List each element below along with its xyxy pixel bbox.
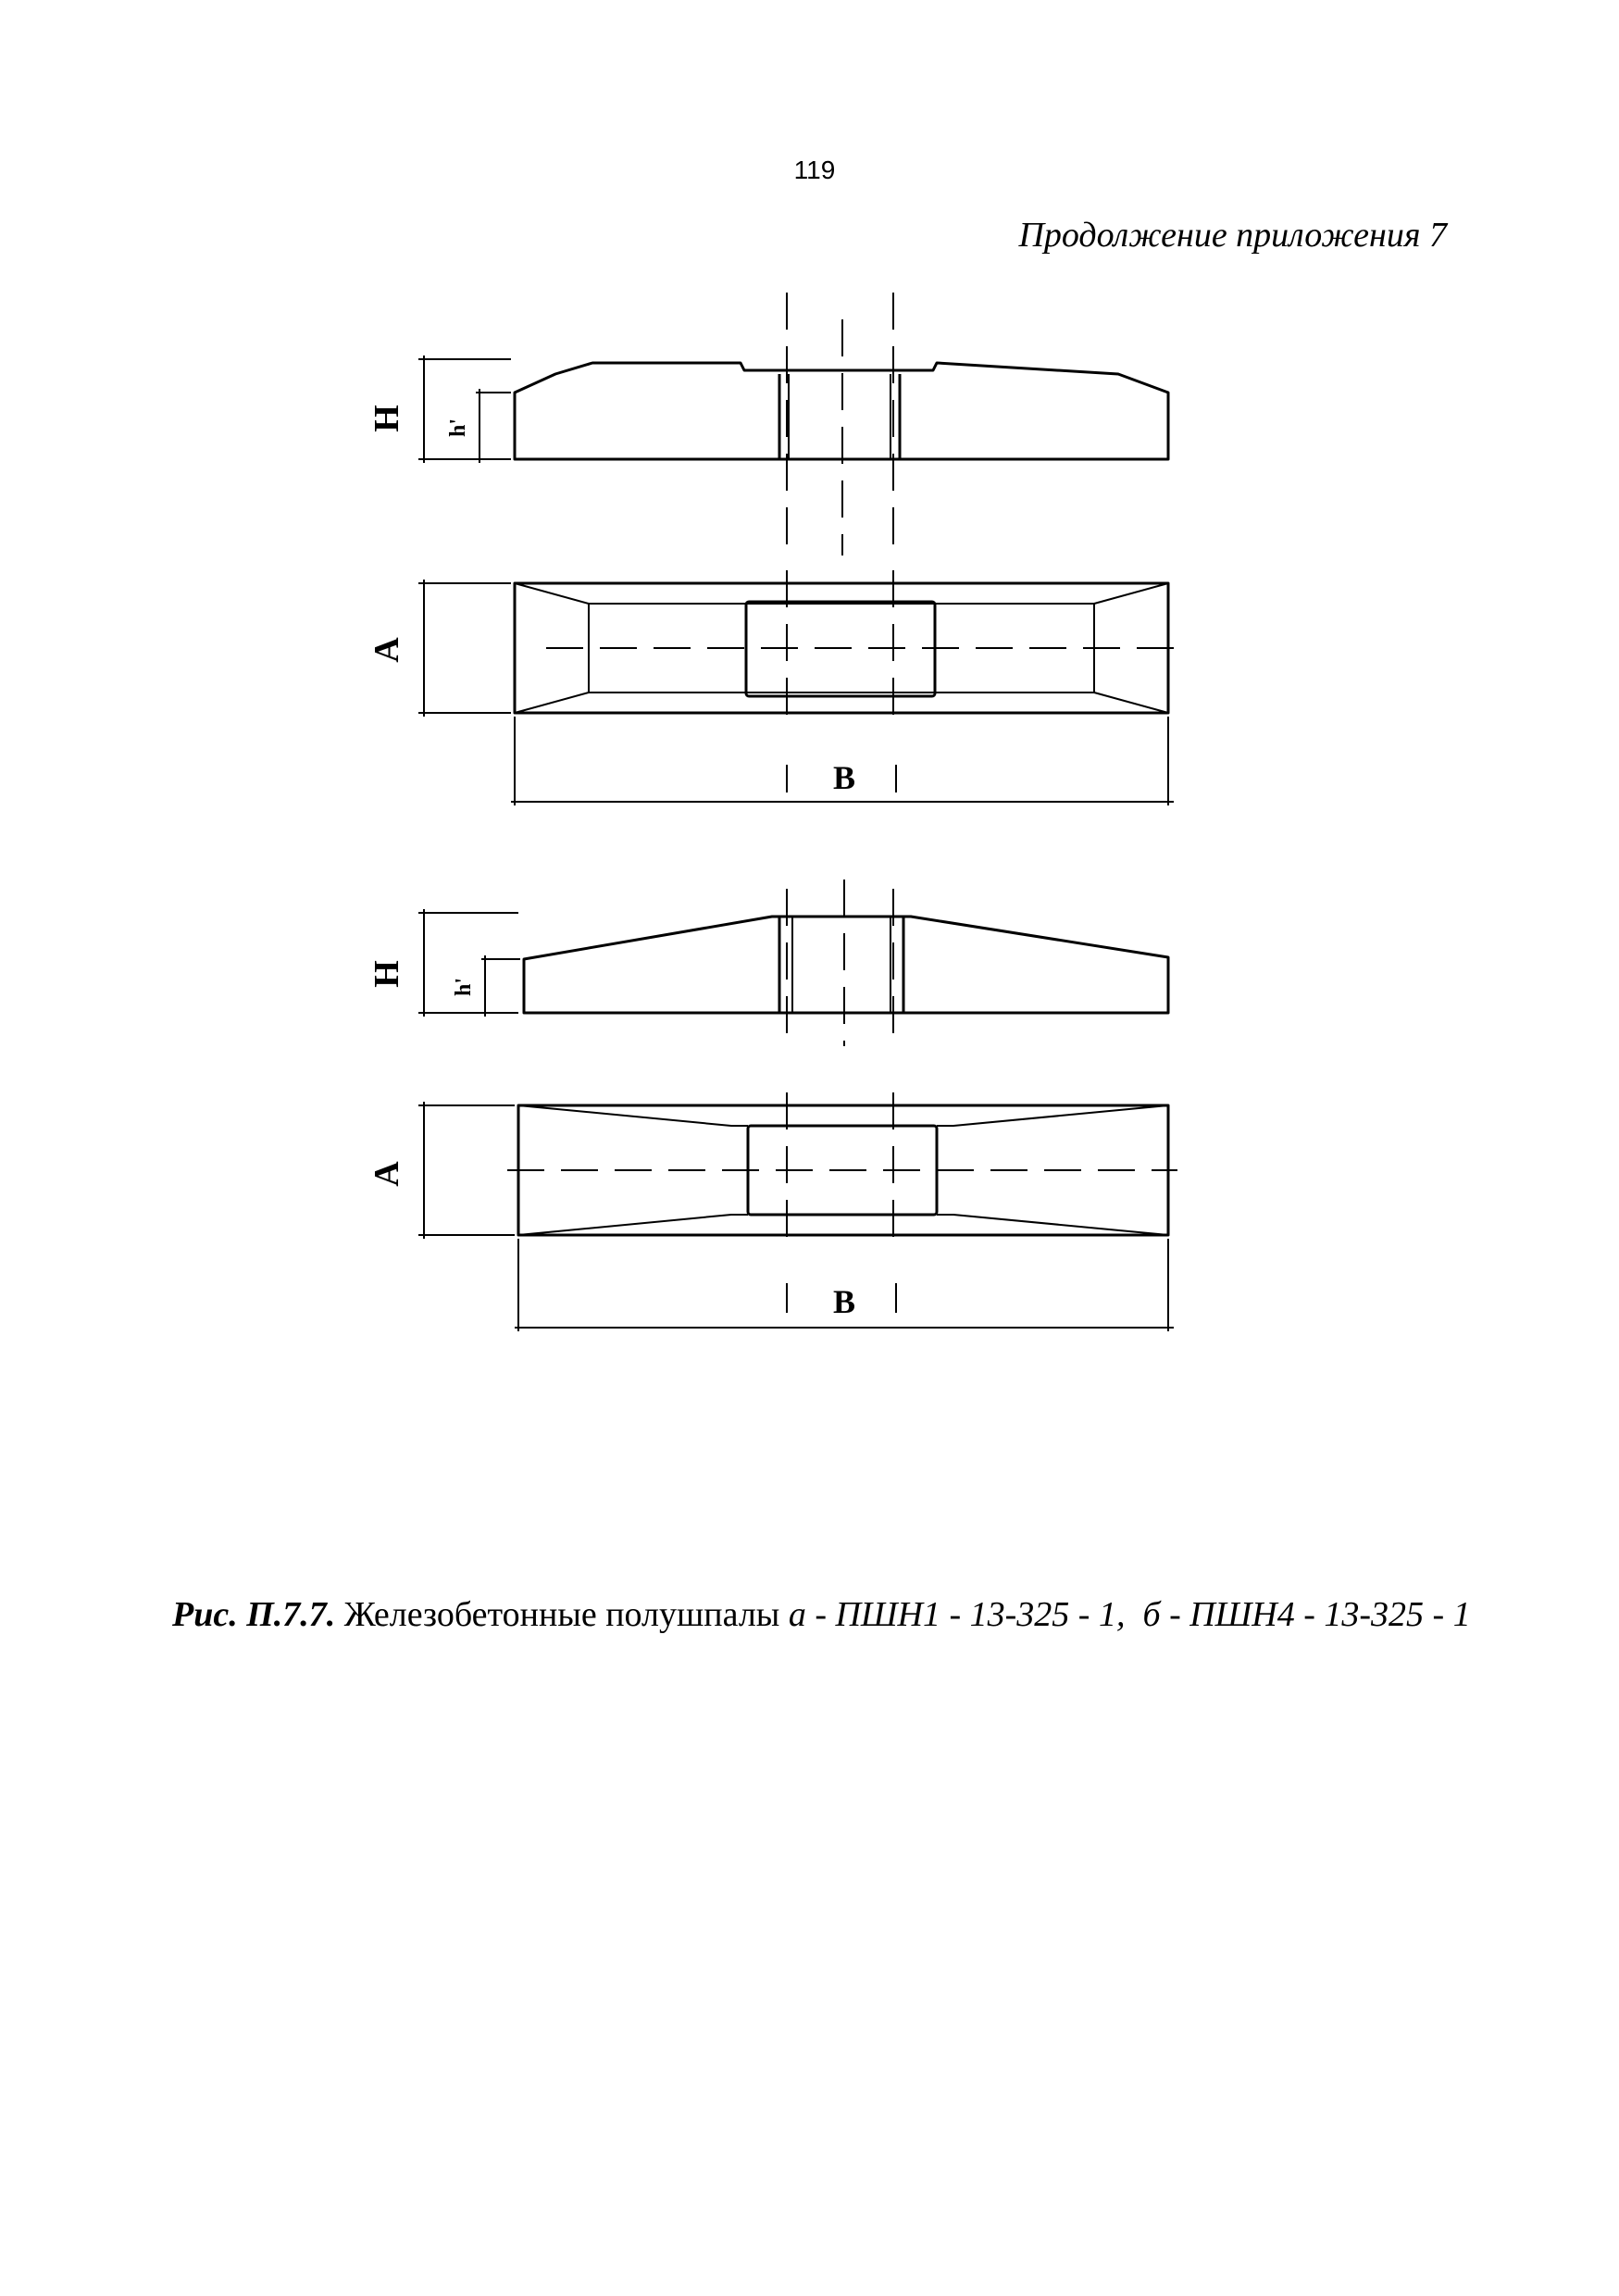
sleeper-b-plan-view [418, 1092, 1177, 1331]
axis-lines [787, 293, 893, 555]
caption-separator [1125, 1595, 1142, 1634]
dimension-label-b-b: B [832, 1283, 856, 1320]
sleeper-a-plan-view [418, 570, 1177, 805]
figure-caption [172, 1594, 1471, 1635]
dimension-label-a-b: A [367, 1161, 406, 1187]
dimension-label-h: H [367, 405, 406, 432]
sleeper-b-side-outline [524, 917, 1168, 1013]
continuation-heading: Продолжение приложения 7 [1018, 216, 1447, 255]
dimension-label-rail-seat-b: h' [452, 977, 476, 997]
page-number: 119 [793, 156, 836, 184]
caption-text: Железобетонные полушпалы [335, 1595, 789, 1634]
dimension-label-a: A [367, 637, 406, 663]
dimension-label-b: B [832, 759, 856, 796]
sleeper-b-side-view [418, 880, 1168, 1046]
dimension-label-rail-seat: h' [446, 418, 470, 438]
caption-variant-a: а - ПШН1 - 13-325 - 1, [788, 1595, 1126, 1634]
sleeper-a-side-view [418, 293, 1168, 555]
dimension-label-h-b: H [367, 960, 406, 988]
caption-variant-b: б - ПШН4 - 13-325 - 1 [1142, 1595, 1471, 1634]
figure-label: Рис. П.7.7. [172, 1595, 336, 1634]
